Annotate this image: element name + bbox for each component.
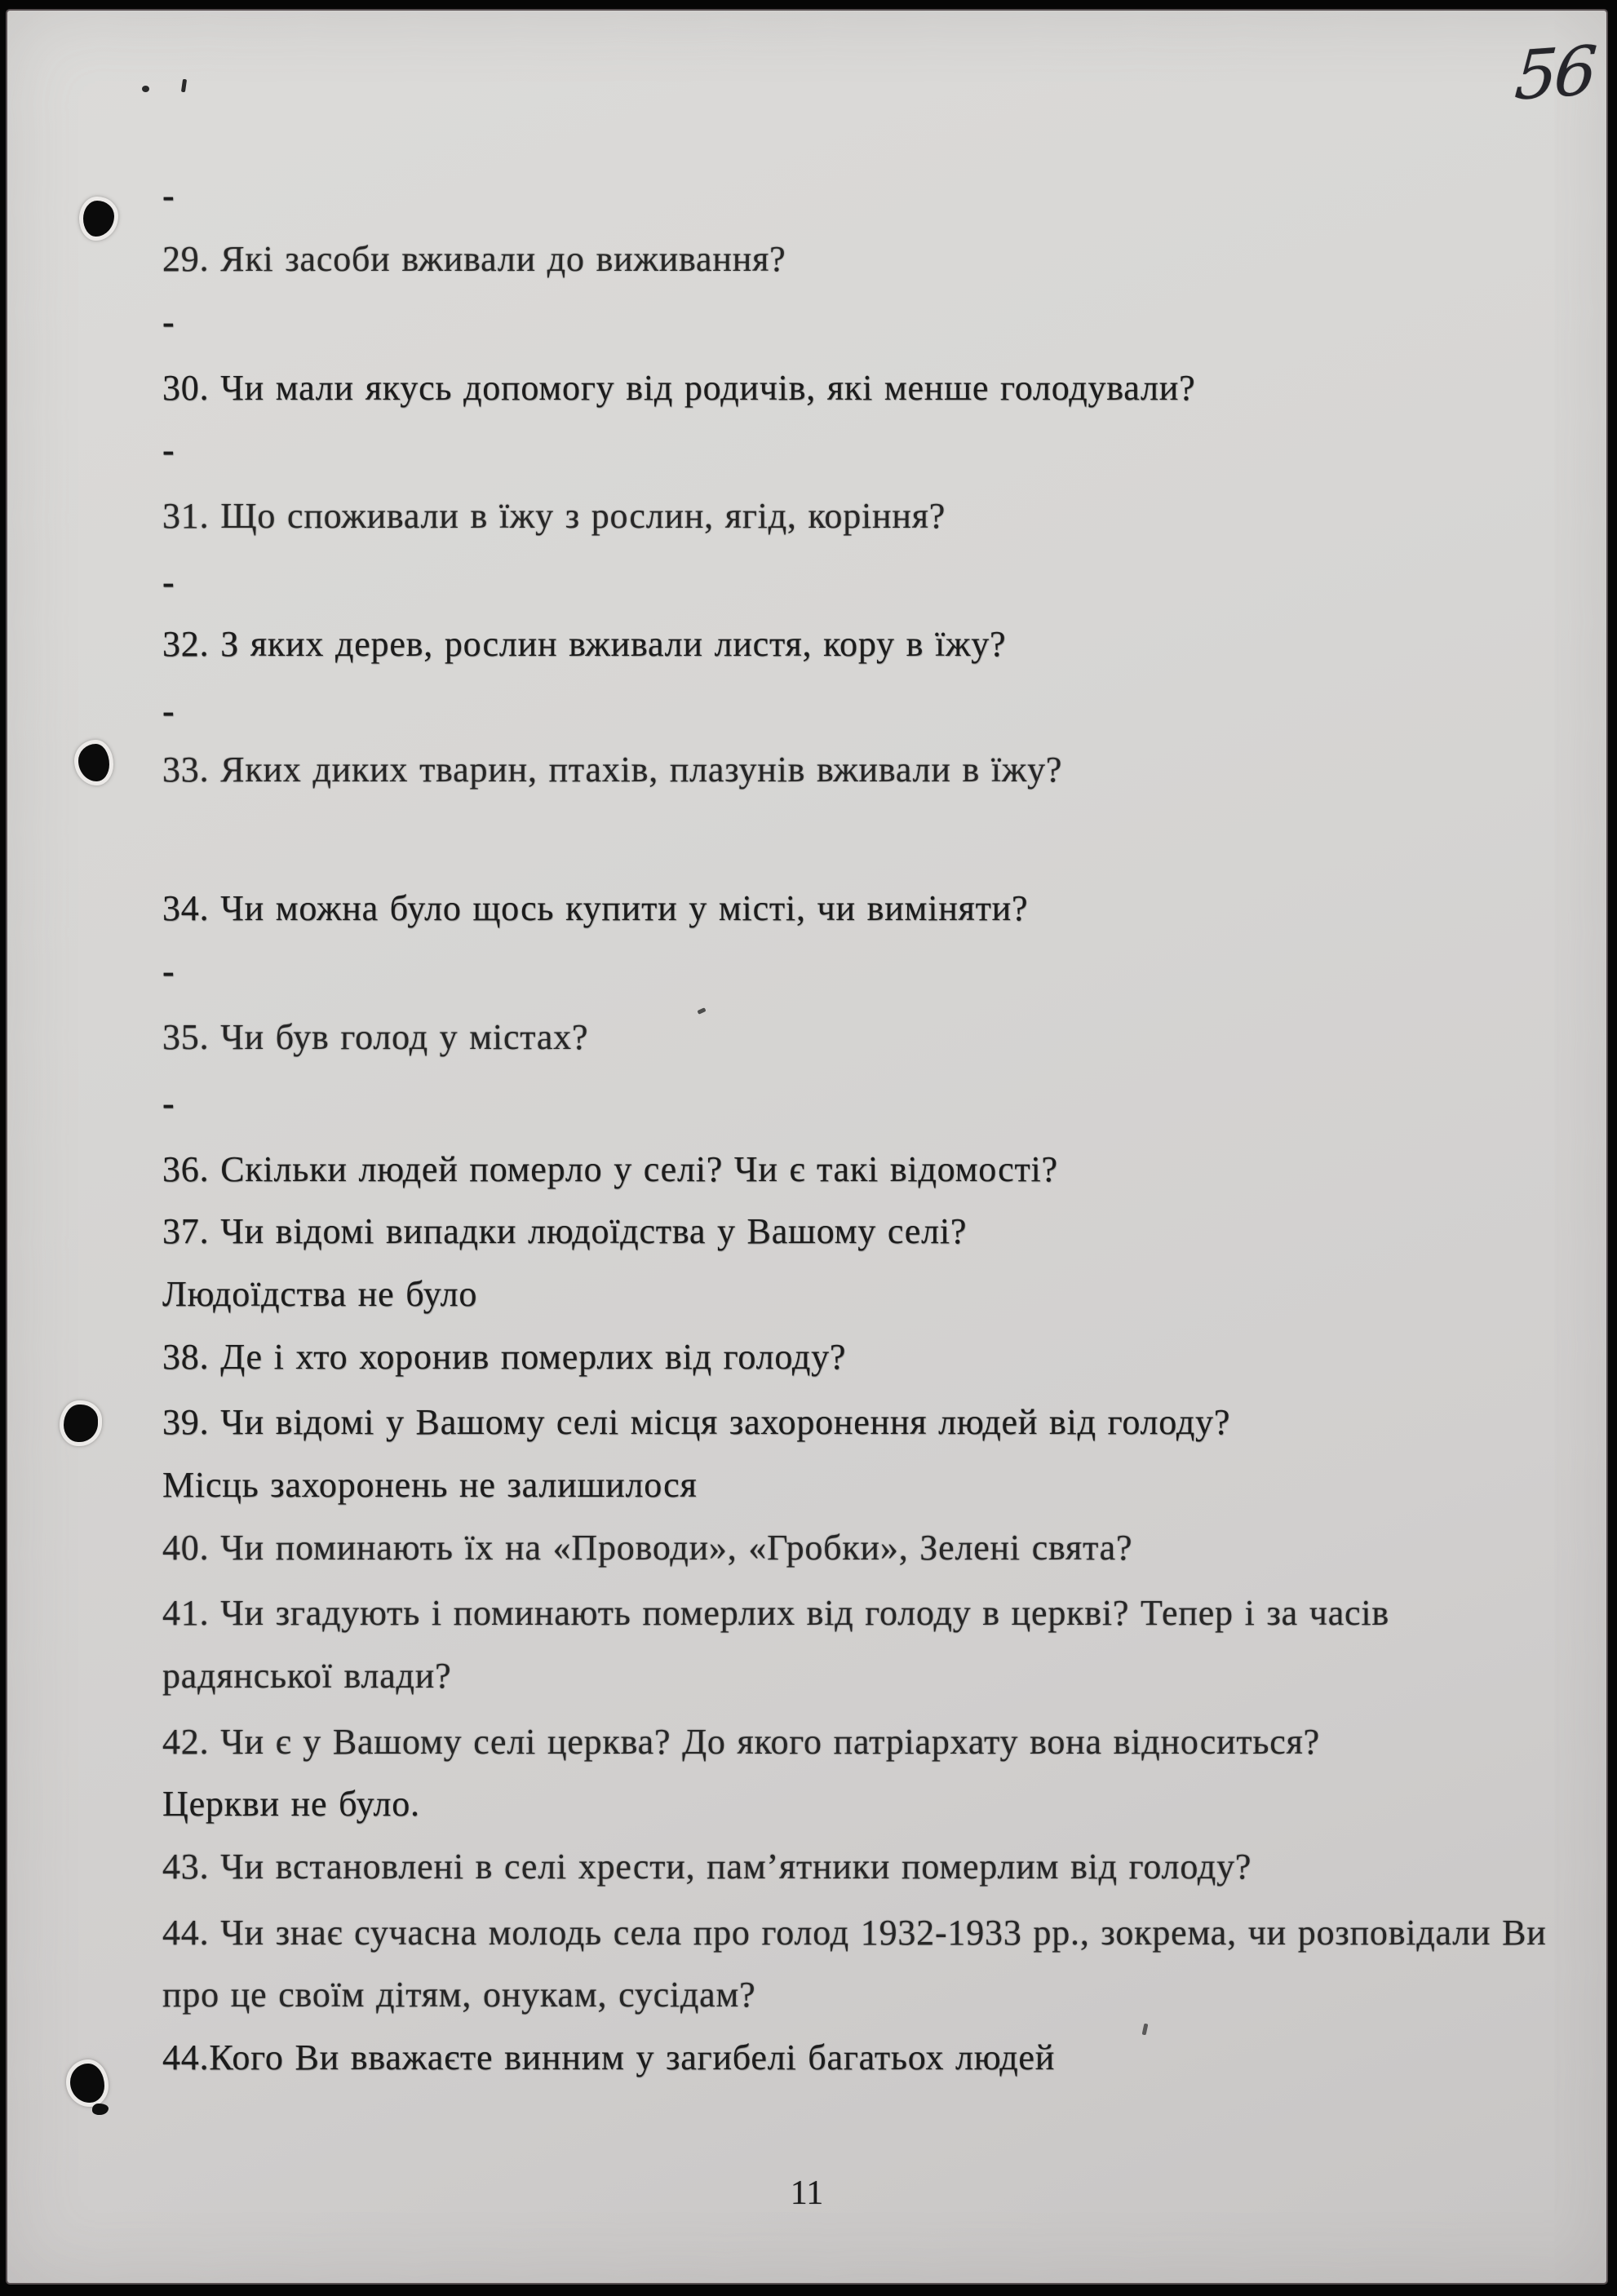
dash-placeholder: -: [162, 562, 175, 602]
ink-speck: [1142, 2024, 1149, 2036]
document-page: [7, 11, 1606, 2283]
printed-page-number: 11: [790, 2174, 824, 2212]
dash-placeholder: -: [162, 430, 175, 470]
question-42: 42. Чи є у Вашому селі церква? До якого патріархату вона відноситься?: [162, 1722, 1320, 1762]
ink-speck: [697, 1007, 706, 1015]
handwritten-page-number: 56: [1512, 32, 1597, 116]
question-31: 31. Що споживали в їжу з рослин, ягід, коріння?: [162, 496, 946, 536]
dash-placeholder: -: [162, 175, 175, 215]
hole-punch: [66, 2059, 109, 2107]
question-40: 40. Чи поминають їх на «Проводи», «Гробки», Зелені свята?: [162, 1528, 1133, 1568]
question-44: 44. Чи знає сучасна молодь села про голод 1932-1933 рр., зокрема, чи розповідали Ви: [162, 1913, 1547, 1953]
answer-39: Місць захоронень не залишилося: [162, 1465, 698, 1505]
ink-speck: [142, 86, 149, 92]
dash-placeholder: -: [162, 951, 175, 991]
question-36: 36. Скільки людей померло у селі? Чи є такі відомості?: [162, 1149, 1058, 1189]
dash-placeholder: -: [162, 1083, 175, 1123]
answer-42: Церкви не було.: [162, 1784, 420, 1824]
question-44b: 44.Кого Ви вважаєте винним у загибелі багатьох людей: [162, 2037, 1056, 2077]
hole-punch: [74, 740, 113, 785]
dash-placeholder: -: [162, 302, 175, 342]
hole-punch: [60, 1400, 102, 1446]
question-41-continued: радянської влади?: [162, 1656, 452, 1696]
question-35: 35. Чи був голод у містах?: [162, 1017, 589, 1057]
question-44-continued: про це своїм дітям, онукам, сусідам?: [162, 1975, 756, 2015]
ink-speck: [181, 79, 187, 93]
question-39: 39. Чи відомі у Вашому селі місця захоронення людей від голоду?: [162, 1402, 1231, 1442]
question-34: 34. Чи можна було щось купити у місті, чи виміняти?: [162, 888, 1029, 928]
dash-placeholder: -: [162, 691, 175, 731]
question-33: 33. Яких диких тварин, птахів, плазунів вживали в їжу?: [162, 750, 1063, 790]
question-32: 32. З яких дерев, рослин вживали листя, кору в їжу?: [162, 624, 1007, 664]
question-30: 30. Чи мали якусь допомогу від родичів, які менше голодували?: [162, 368, 1196, 408]
answer-37: Людоїдства не було: [162, 1274, 478, 1314]
question-37: 37. Чи відомі випадки людоїдства у Вашому селі?: [162, 1211, 968, 1251]
question-43: 43. Чи встановлені в селі хрести, пам’ятники померлим від голоду?: [162, 1847, 1252, 1887]
question-29: 29. Які засоби вживали до виживання?: [162, 239, 786, 279]
hole-punch: [79, 197, 118, 241]
question-41: 41. Чи згадують і поминають померлих від голоду в церкві? Тепер і за часів: [162, 1593, 1389, 1633]
hole-punch-fragment: [92, 2104, 109, 2115]
question-38: 38. Де і хто хоронив померлих від голоду?: [162, 1337, 847, 1377]
